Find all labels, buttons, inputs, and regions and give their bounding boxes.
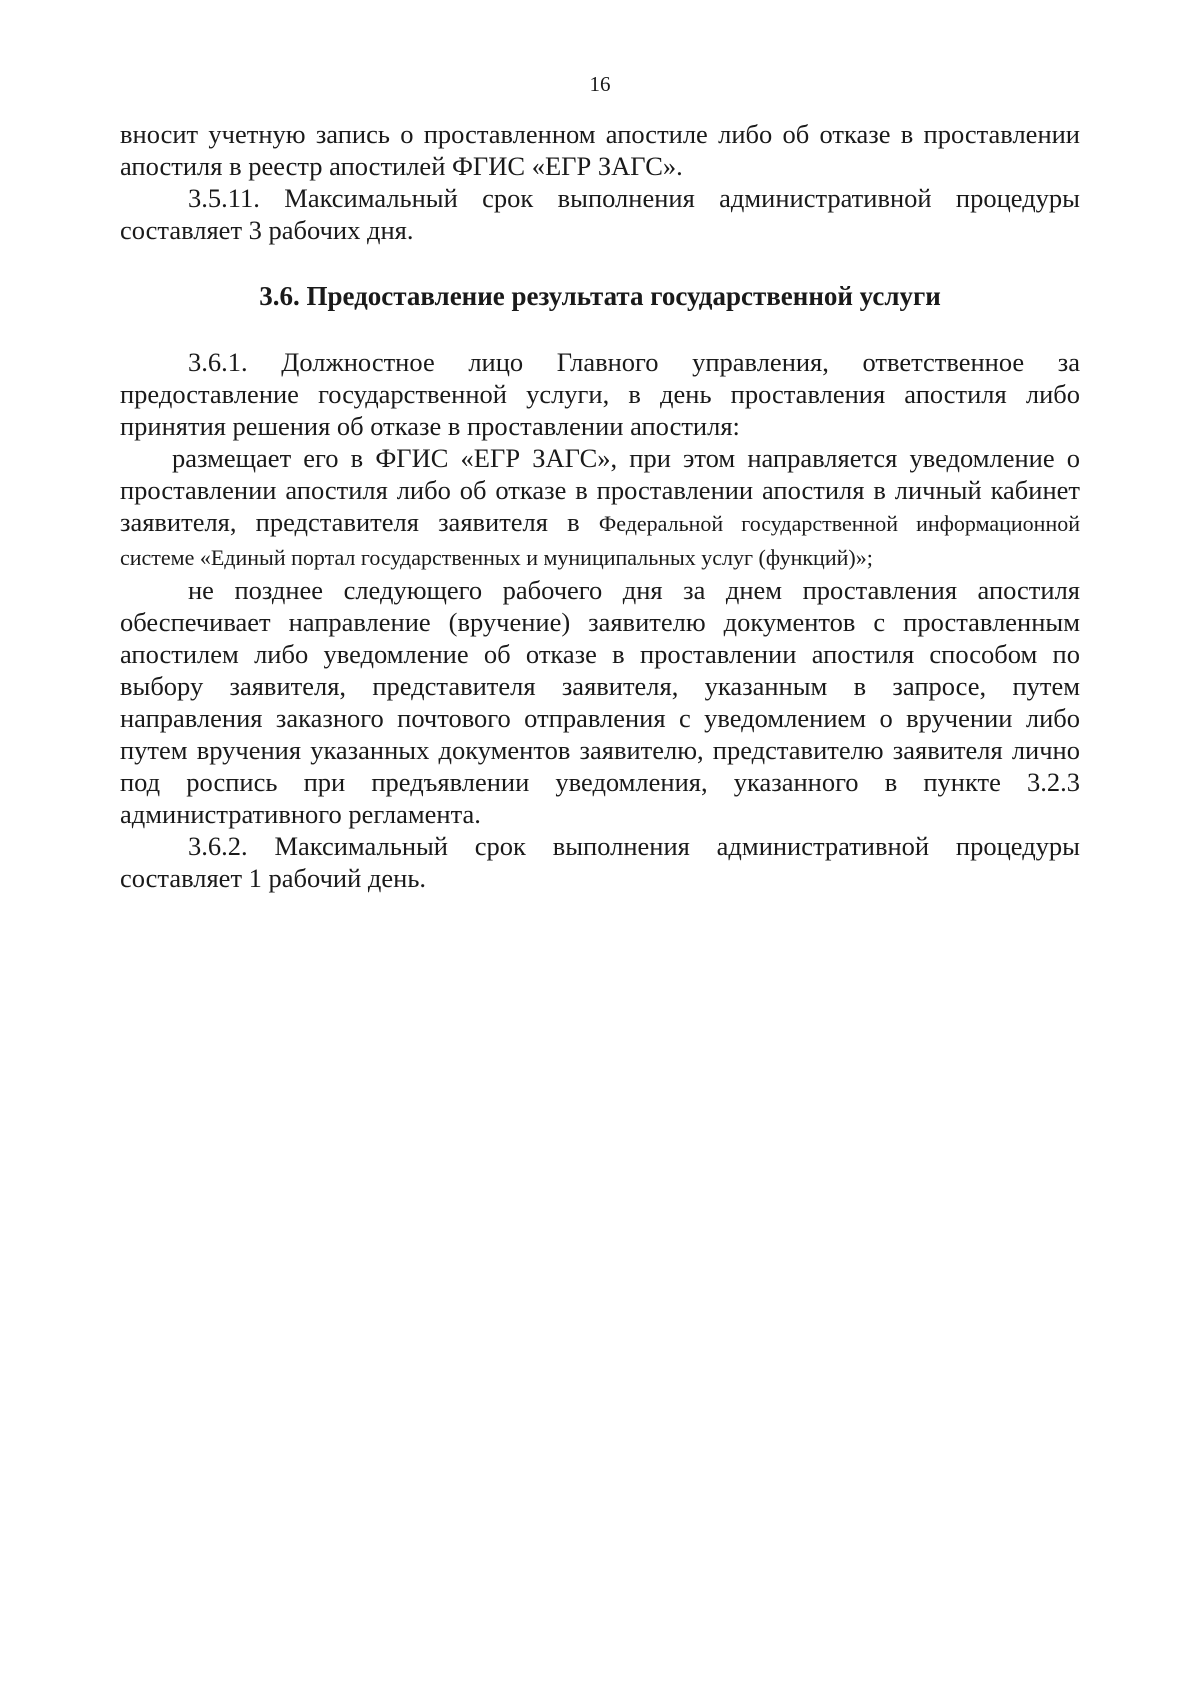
section-heading-3-6: 3.6. Предоставление результата государственной услуги [259,281,941,311]
paragraph-apostille-registry: вносит учетную запись о проставленном апостиле либо об отказе в проставлении апостиля в реестр апостилей ФГИС «ЕГР ЗАГС». [120,119,1080,181]
paragraph-next-working-day: не позднее следующего рабочего дня за днем проставления апостиля обеспечивает направление (вручение) заявителю документов с проставленным апостилем либо уведомление об отказе в проставлении апостиля способом по выбору заявителя, представителя заявителя, указанным в запросе, путем направления заказного почтового отправления с уведомлением о вручении либо путем вручения указанных документов заявителю, представителю заявителя лично под роспись при предъявлении уведомления, указанного в пункте 3.2.3 административного регламента. [120,575,1080,829]
paragraph-places-in-fgis [120,442,1080,574]
document-body [120,118,1080,894]
paragraph-3-6-1: 3.6.1. Должностное лицо Главного управления, ответственное за предоставление государственной услуги, в день проставления апостиля либо принятия решения об отказе в проставлении апостиля: [120,347,1080,441]
paragraph-3-5-11: 3.5.11. Максимальный срок выполнения административной процедуры составляет 3 рабочих дня. [120,183,1080,245]
paragraph-places-in-fgis-small: Федеральной государственной информационной системе «Единый портал государственных и муниципальных услуг (функций)»; [120,511,1080,570]
paragraph-places-in-fgis-main: размещает его в ФГИС «ЕГР ЗАГС», при этом направляется уведомление о проставлении апостиля либо об отказе в проставлении апостиля в личный кабинет заявителя, представителя заявителя в [120,443,1080,537]
paragraph-3-6-2: 3.6.2. Максимальный срок выполнения административной процедуры составляет 1 рабочий день. [120,831,1080,893]
page-number: 16 [589,72,611,96]
